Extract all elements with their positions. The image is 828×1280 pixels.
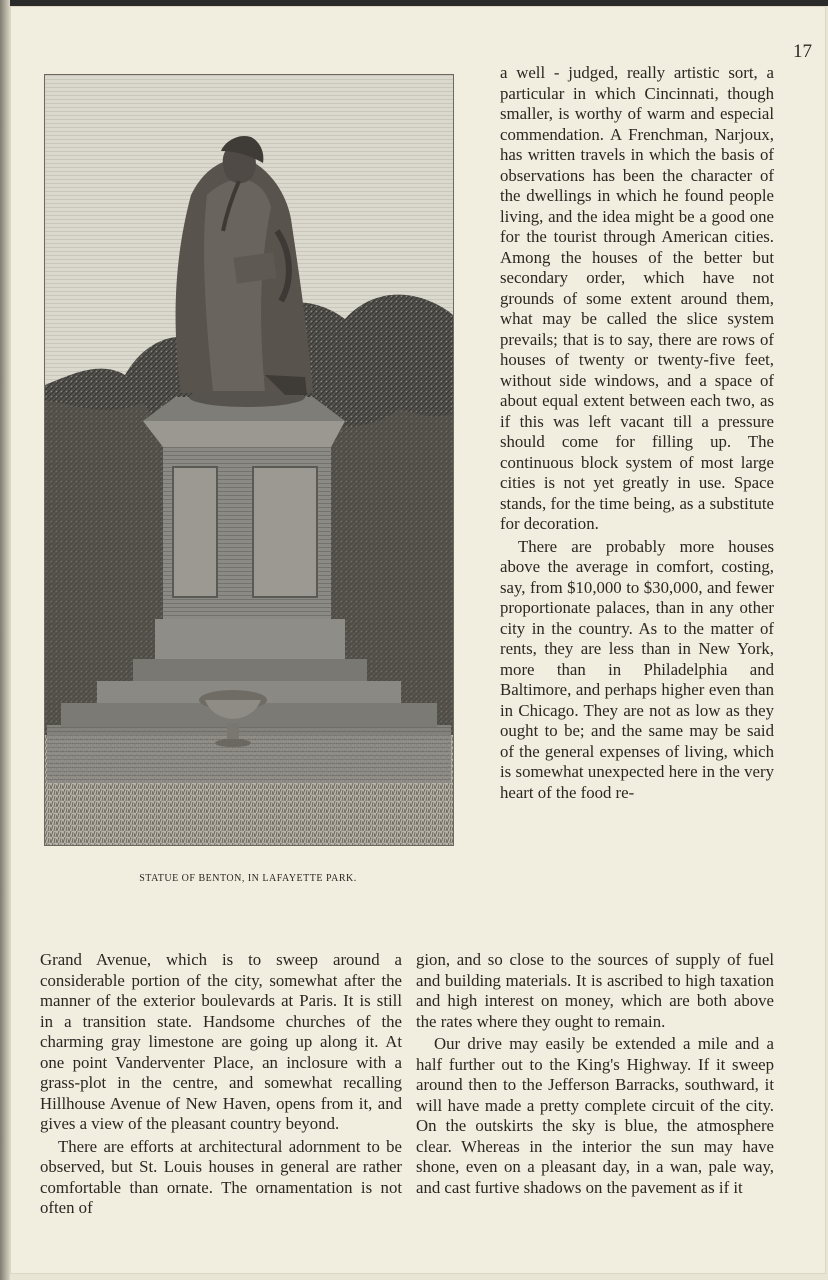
right-paragraph-1: a well - judged, really artistic sort, a particular in which Cincinnati, though smaller, is worthy of warm and especial commendation. A Frenchman, Narjoux, has written travels in which the basis of observations has been the character of the dwellings in which he found people living, and the idea might be a good one for the tourist through American cities. Among the houses of the better but secondary order, which have not grounds of some extent around them, what may be called the slice system prevails; that is to say, there are rows of houses of twenty or twenty-five feet, without side windows, and a space of about equal extent between each two, as if this was left vacant till a pressure should come for filling up. The continuous block system of most large cities is not yet greatly in use. Space stands, for the time being, as a substitute for decoration. xyxy=(500,63,774,533)
bottom-left-paragraph-2: There are efforts at architectural adornment to be observed, but St. Louis houses in general are rather comfortable than ornate. The ornamentation is not often of xyxy=(40,1136,402,1217)
right-text-column xyxy=(500,63,774,803)
scan-left-edge xyxy=(0,0,10,1280)
page-number: 17 xyxy=(793,41,812,62)
benton-statue-illustration xyxy=(44,74,454,846)
right-paragraph-2: There are probably more houses above the average in comfort, costing, say, from $10,000 to $30,000, and fewer proportionate palaces, than in any other city in the country. As to the matter of rents, they are less than in New York, more than in Philadelphia and Baltimore, and perhaps higher even than in Chicago. They are not as low as they ought to be; and the same may be said of the general expenses of living, which is somewhat unexpected here in the very heart of the food re- xyxy=(500,536,774,802)
statue-engraving xyxy=(45,75,453,845)
bottom-left-paragraph-1: Grand Avenue, which is to sweep around a considerable portion of the city, somewhat after the manner of the exterior boulevards at Paris. It is still in a transition state. Handsome churches of the charming gray limestone are going up along it. At one point Vanderventer Place, an inclosure with a grass-plot in the centre, and somewhat recalling Hillhouse Avenue of New Haven, opens from it, and gives a view of the pleasant country beyond. xyxy=(40,950,402,1133)
bottom-right-paragraph-1: gion, and so close to the sources of supply of fuel and building materials. It is ascribed to high taxation and high interest on money, which are both above the rates where they ought to remain. xyxy=(416,950,774,1031)
bottom-right-text-column xyxy=(416,950,774,1198)
illustration-caption: STATUE OF BENTON, IN LAFAYETTE PARK. xyxy=(139,873,357,884)
bottom-right-paragraph-2: Our drive may easily be extended a mile and a half further out to the King's Highway. If it sweep around then to the Jefferson Barracks, southward, it will have made a pretty complete circuit of the city. On the outskirts the sky is blue, the atmosphere clear. Whereas in the interior the sun may have shone, even on a pleasant day, in a wan, pale way, and cast furtive shadows on the pavement as if it xyxy=(416,1034,774,1197)
bottom-left-text-column xyxy=(40,950,402,1219)
